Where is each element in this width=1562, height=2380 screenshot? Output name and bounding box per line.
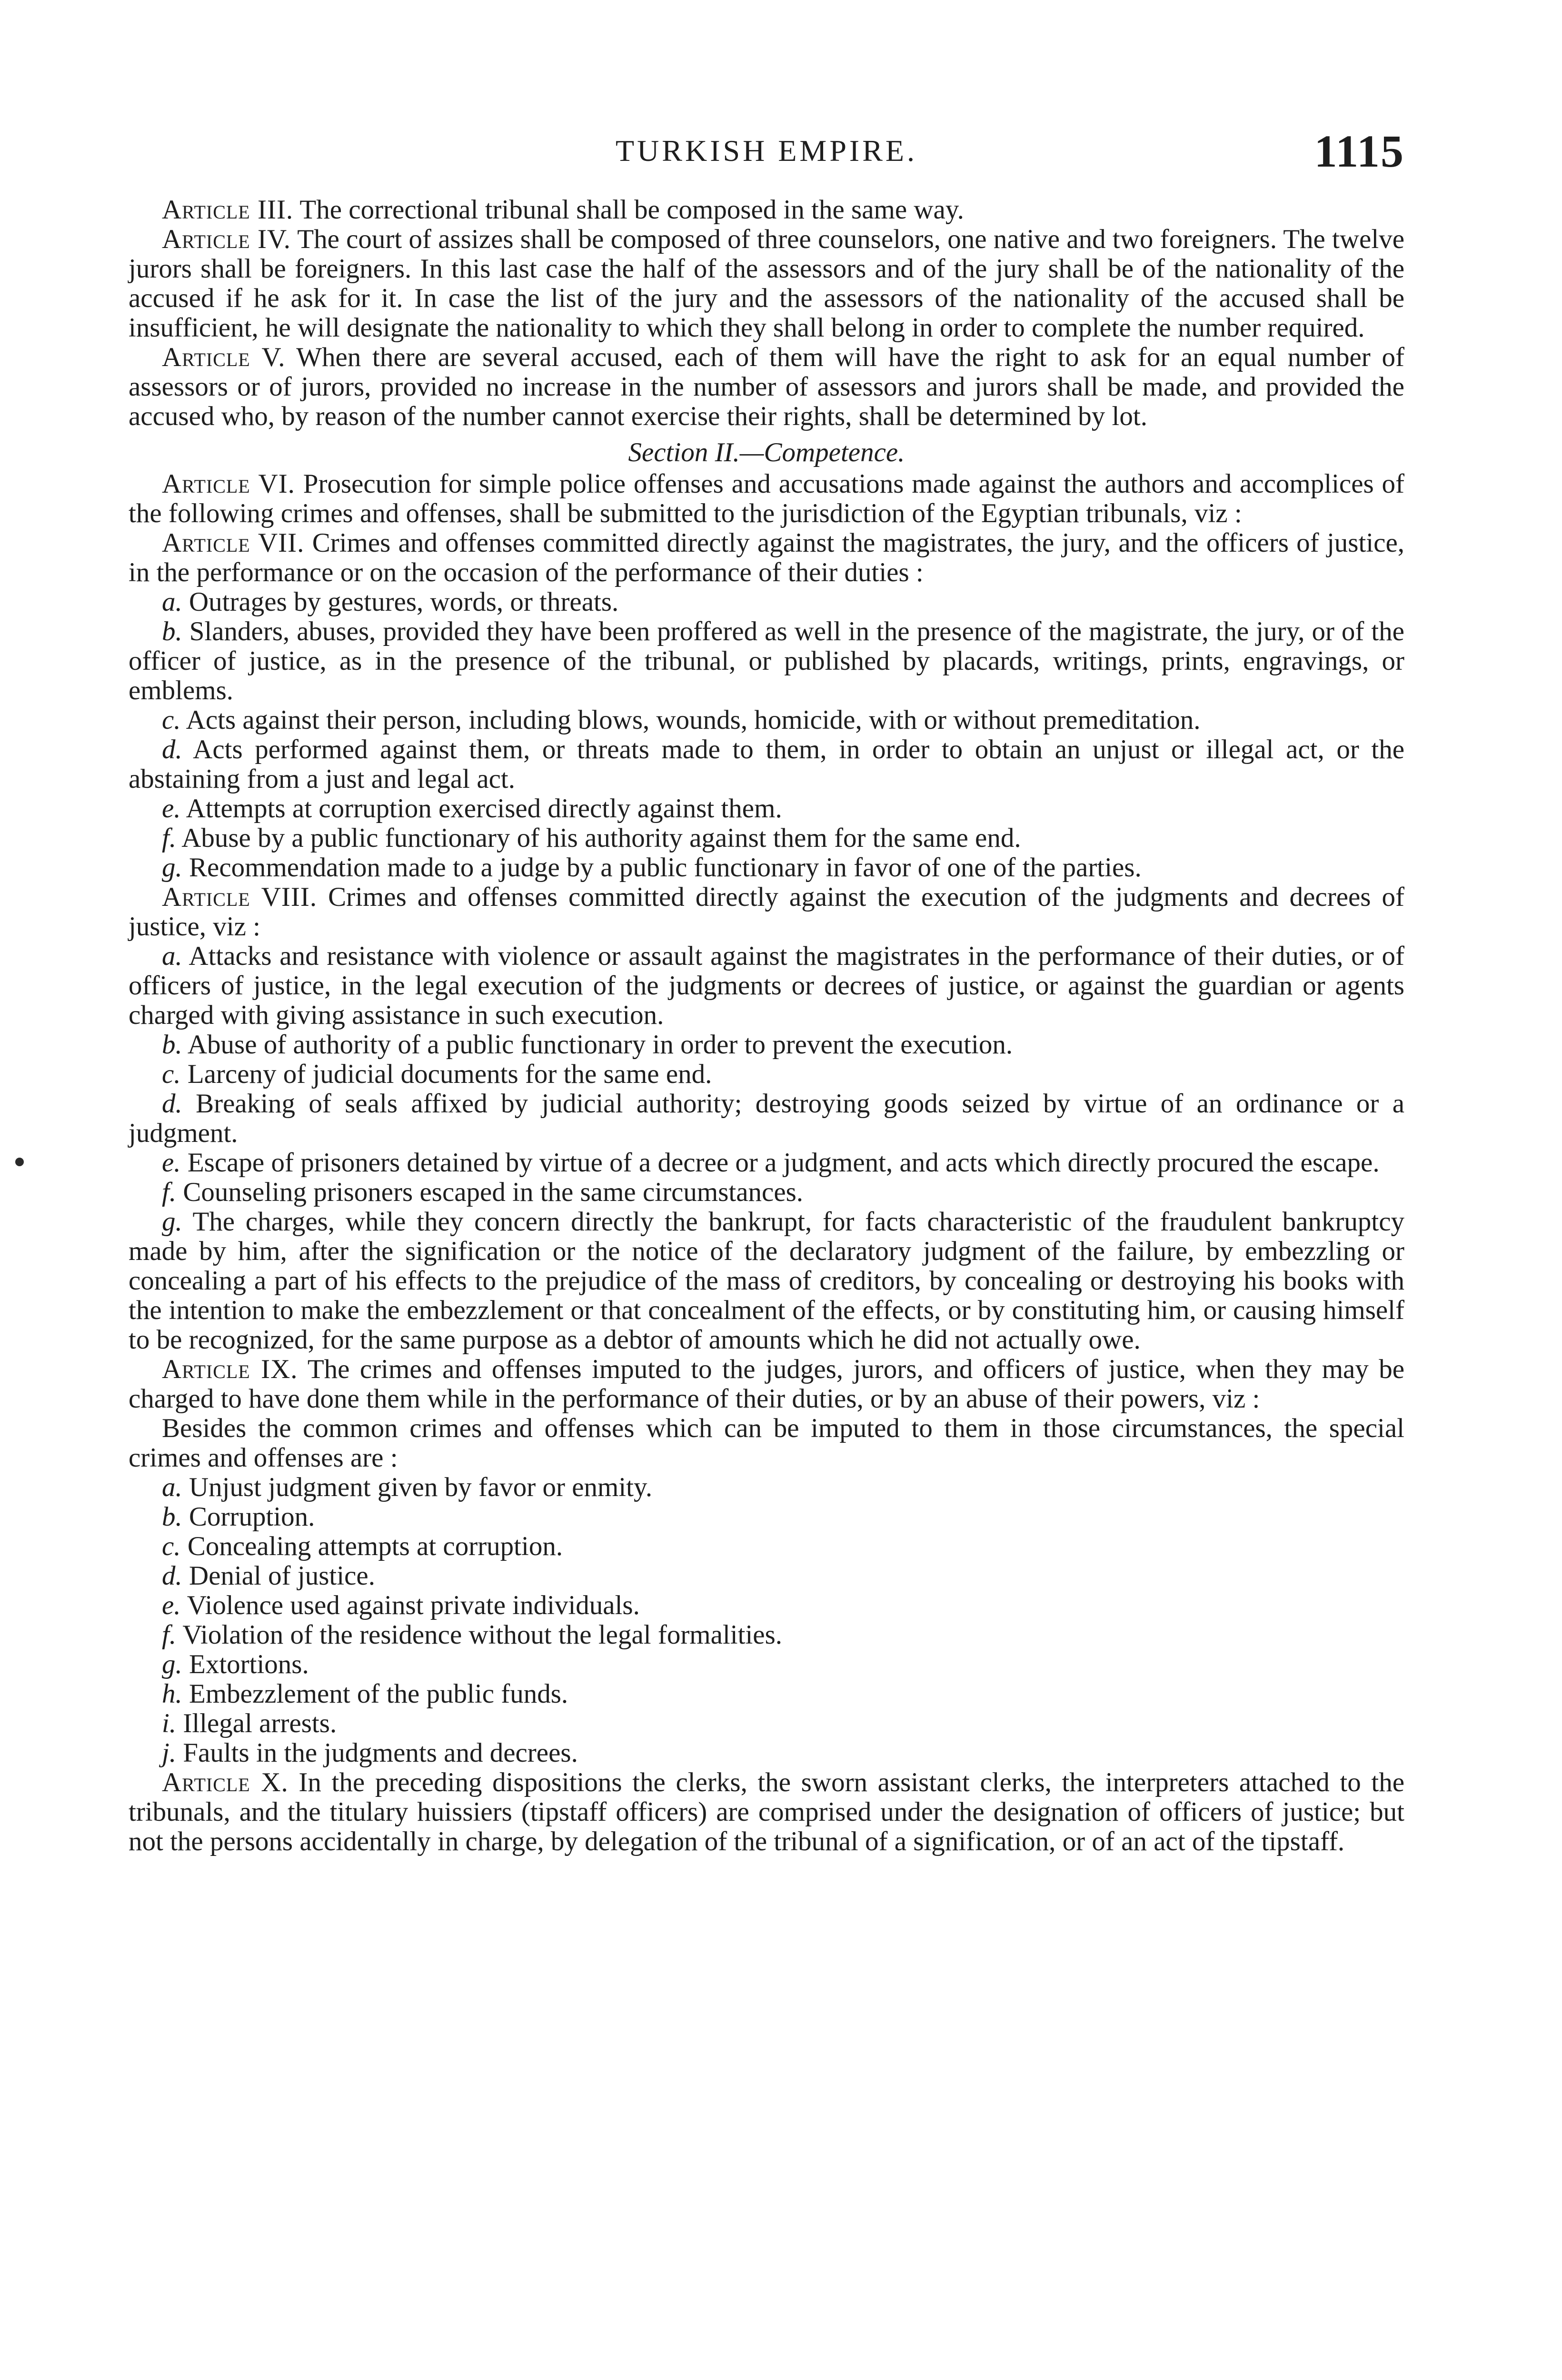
item-letter: d.	[162, 1089, 182, 1119]
item-letter: a.	[162, 1472, 182, 1502]
item-letter: f.	[162, 1620, 177, 1650]
paragraph-text: Violation of the residence without the legal formalities.	[176, 1620, 783, 1650]
list-item	[129, 1532, 1404, 1561]
paragraph-text: Violence used against private individuals.	[180, 1590, 640, 1620]
list-item	[129, 1178, 1404, 1207]
paragraph-text: Attempts at corruption exercised directly against them.	[180, 793, 782, 823]
item-letter: f.	[162, 1177, 177, 1207]
page-number: 1115	[1314, 126, 1404, 177]
articles-before-section	[129, 195, 1404, 431]
item-letter: c.	[162, 1531, 181, 1561]
list-item	[129, 1738, 1404, 1768]
list-item	[129, 1709, 1404, 1738]
list-item	[129, 1089, 1404, 1148]
article-paragraph	[129, 1768, 1404, 1856]
articles-after-section	[129, 469, 1404, 1856]
list-item	[129, 1679, 1404, 1709]
paragraph-text: In the preceding dispositions the clerks, the sworn assistant clerks, the interpreters attached to the tribunals, and the titulary huissiers (tipstaff officers) are comprised under the designation of officers of justice; but not the persons accidentally in charge, by delegation of the tribunal of a signification, or of an act of the tipstaff.	[129, 1767, 1405, 1856]
item-letter: c.	[162, 705, 181, 735]
list-item	[129, 705, 1404, 735]
item-letter: j.	[162, 1738, 177, 1768]
article-label: Article V.	[162, 342, 286, 372]
article-label: Article VII.	[162, 528, 305, 558]
paragraph-text: Slanders, abuses, provided they have been proffered as well in the presence of the magistrate, the jury, or of the officer of justice, as in the presence of the tribunal, or published by placards, writings, prints, engravings, or emblems.	[129, 616, 1404, 705]
running-title: TURKISH EMPIRE.	[615, 134, 918, 168]
paragraph-text: Unjust judgment given by favor or enmity.	[182, 1472, 653, 1502]
article-label: Article VI.	[162, 469, 295, 499]
list-item	[129, 1207, 1404, 1355]
item-letter: b.	[162, 1030, 182, 1060]
paragraph-text: When there are several accused, each of them will have the right to ask for an equal number of assessors or of jurors, provided no increase in the number of assessors and jurors shall be made, and provided the accused who, by reason of the number cannot exercise their rights, shall be determined by lot.	[129, 342, 1404, 431]
body-text	[129, 195, 1404, 1856]
article-paragraph	[129, 528, 1404, 587]
paragraph-text: Concealing attempts at corruption.	[180, 1531, 563, 1561]
list-item	[129, 1561, 1404, 1591]
list-item	[129, 1591, 1404, 1620]
item-letter: g.	[162, 1649, 182, 1679]
list-item	[129, 823, 1404, 853]
paragraph-text: Abuse by a public functionary of his authority against them for the same end.	[176, 823, 1021, 853]
item-letter: a.	[162, 941, 182, 971]
paragraph-text: Denial of justice.	[182, 1561, 375, 1591]
item-letter: d.	[162, 1561, 182, 1591]
list-item	[129, 1060, 1404, 1089]
paragraph-text: Outrages by gestures, words, or threats.	[182, 587, 619, 617]
list-item	[129, 735, 1404, 794]
item-letter: a.	[162, 587, 182, 617]
paragraph-text: Crimes and offenses committed directly against the magistrates, the jury, and the officers of justice, in the performance or on the occasion of the performance of their duties :	[129, 528, 1404, 587]
item-letter: h.	[162, 1679, 182, 1709]
paragraph-text: Attacks and resistance with violence or assault against the magistrates in the performance of their duties, or of officers of justice, in the legal execution of the judgments or decrees of justice, or against the guardian or agents charged with giving assistance in such execution.	[129, 941, 1404, 1030]
article-label: Article IV.	[162, 224, 291, 254]
item-letter: e.	[162, 1148, 181, 1178]
paragraph-text: Besides the common crimes and offenses which can be imputed to them in those circumstances, the special crimes and offenses are :	[129, 1413, 1404, 1473]
item-letter: i.	[162, 1708, 177, 1738]
paragraph-text: The crimes and offenses imputed to the judges, jurors, and officers of justice, when they may be charged to have done them while in the performance of their duties, or by an abuse of their powers, viz :	[129, 1354, 1405, 1414]
article-label: Article VIII.	[162, 882, 318, 912]
article-paragraph	[129, 343, 1404, 431]
article-label: Article IX.	[162, 1354, 298, 1384]
paragraph-text: Acts performed against them, or threats made to them, in order to obtain an unjust or illegal act, or the abstaining from a just and legal act.	[129, 734, 1404, 794]
paragraph-text: Acts against their person, including blows, wounds, homicide, with or without premeditation.	[180, 705, 1201, 735]
list-item	[129, 942, 1404, 1030]
paragraph-text: Extortions.	[182, 1649, 309, 1679]
margin-mark	[15, 1158, 24, 1166]
paragraph-text: Illegal arrests.	[176, 1708, 337, 1738]
item-letter: e.	[162, 793, 181, 823]
paragraph-text: The charges, while they concern directly the bankrupt, for facts characteristic of the fraudulent bankruptcy made by him, after the signification or the notice of the declaratory judgment of the failure, by embezzling or concealing a part of his effects to the prejudice of the mass of creditors, by concealing or destroying his books with the intention to make the embezzlement or that concealment of the effects, or by constituting him, or causing himself to be recognized, for the same purpose as a debtor of amounts which he did not actually owe.	[129, 1207, 1404, 1355]
page-header	[129, 126, 1404, 181]
paragraph-text: Crimes and offenses committed directly against the execution of the judgments and decrees of justice, viz :	[129, 882, 1404, 942]
list-item	[129, 853, 1404, 883]
article-label: Article X.	[162, 1767, 289, 1797]
paragraph-text: Recommendation made to a judge by a public functionary in favor of one of the parties.	[182, 853, 1142, 883]
list-item	[129, 794, 1404, 823]
paragraph-text: Breaking of seals affixed by judicial authority; destroying goods seized by virtue of an ordinance or a judgment.	[129, 1089, 1404, 1148]
paragraph-text: Counseling prisoners escaped in the same circumstances.	[176, 1177, 804, 1207]
list-item	[129, 1473, 1404, 1502]
list-item	[129, 587, 1404, 617]
item-letter: f.	[162, 823, 177, 853]
item-letter: e.	[162, 1590, 181, 1620]
document-page	[129, 126, 1405, 1856]
article-paragraph	[129, 225, 1404, 343]
paragraph-text: The correctional tribunal shall be composed in the same way.	[293, 195, 964, 225]
list-item	[129, 1620, 1404, 1650]
article-paragraph	[129, 195, 1404, 225]
item-letter: b.	[162, 1502, 182, 1532]
body-paragraph	[129, 1414, 1404, 1473]
section-heading: Section II.—Competence.	[628, 437, 905, 467]
item-letter: d.	[162, 734, 182, 764]
item-letter: g.	[162, 1207, 182, 1237]
item-letter: b.	[162, 616, 182, 646]
paragraph-text: Prosecution for simple police offenses and accusations made against the authors and accomplices of the following crimes and offenses, shall be submitted to the jurisdiction of the Egyptian tribunals, viz :	[129, 469, 1404, 528]
item-letter: g.	[162, 853, 182, 883]
paragraph-text: Escape of prisoners detained by virtue of a decree or a judgment, and acts which directly procured the escape.	[180, 1148, 1380, 1178]
paragraph-text: Embezzlement of the public funds.	[182, 1679, 568, 1709]
paragraph-text: Faults in the judgments and decrees.	[176, 1738, 578, 1768]
list-item	[129, 1030, 1404, 1060]
paragraph-text: Larceny of judicial documents for the same end.	[180, 1059, 712, 1089]
list-item	[129, 1502, 1404, 1532]
list-item	[129, 617, 1404, 705]
list-item	[129, 1650, 1404, 1679]
article-paragraph	[129, 1355, 1404, 1414]
item-letter: c.	[162, 1059, 181, 1089]
paragraph-text: Corruption.	[182, 1502, 315, 1532]
article-paragraph	[129, 469, 1404, 528]
article-label: Article III.	[162, 195, 294, 225]
article-paragraph	[129, 883, 1404, 942]
paragraph-text: The court of assizes shall be composed of three counselors, one native and two foreigners. The twelve jurors shall be foreigners. In this last case the half of the assessors and of the jury shall be of the nationality of the accused if he ask for it. In case the list of the jury and the assessors of the nationality of the accused shall be insufficient, he will designate the nationality to which they shall belong in order to complete the number required.	[129, 224, 1404, 343]
paragraph-text: Abuse of authority of a public functionary in order to prevent the execution.	[182, 1030, 1013, 1060]
list-item	[129, 1148, 1404, 1178]
